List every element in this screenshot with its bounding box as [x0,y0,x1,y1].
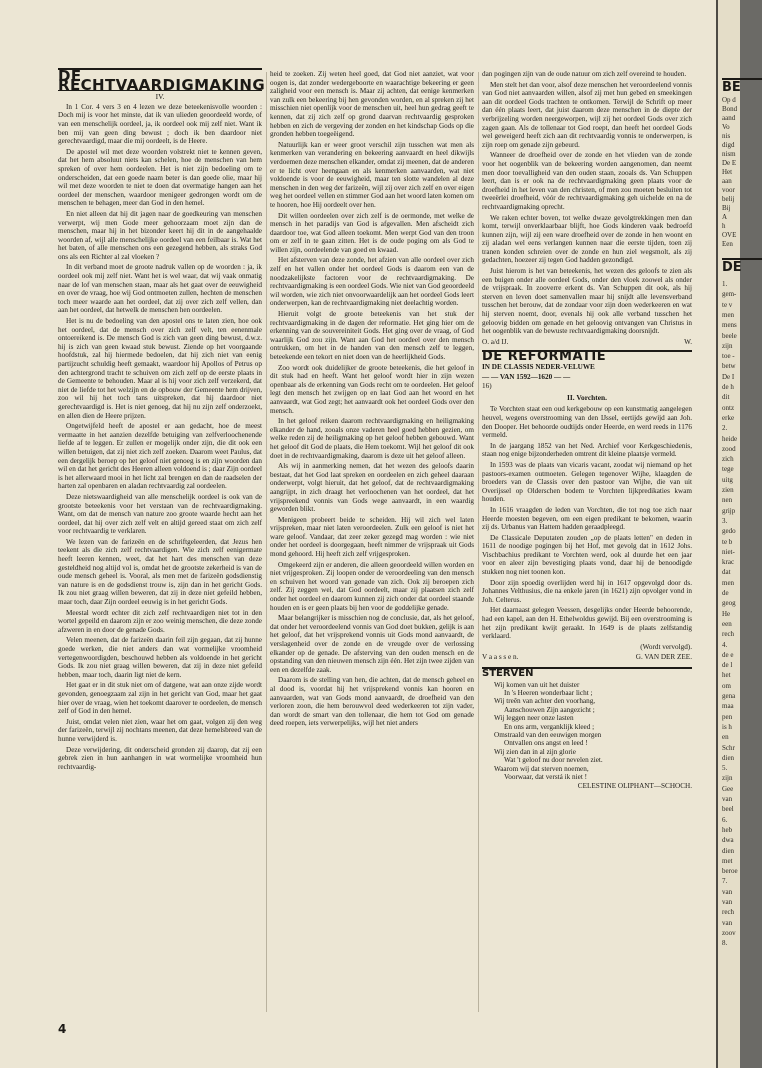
next-page-snippet: 1. [722,280,728,288]
next-page-snippet: tege [722,465,734,474]
next-page-snippet: 7. [722,877,728,886]
poem-line: In 's Heeren wonderbaar licht ; [504,689,593,697]
next-page-snippet: heb [722,825,733,834]
next-page-snippet: ontz [722,403,735,412]
poem [494,681,692,782]
next-page-snippet: te b [722,537,733,546]
next-page-snippet: de e [722,650,734,659]
next-page-snippet: zien [722,486,734,494]
next-page-snippet: rech [722,630,735,639]
next-page-snippet: zood [722,444,736,453]
next-page-snippet: Het [722,168,733,176]
paragraph: In de jaargang 1852 van het Ned. Archief voor Kerkgeschiedenis, staan nog enige bijzonderheden omtrent dit kleine plaatsje vermeld. [482,441,692,459]
next-page-snippet: 3. [722,516,728,525]
paragraph: Natuurlijk kan er weer groot verschil zijn tusschen wat men als kenmerken van verandering en bekeering aanvaardt en heel dikwijls verdoemen deze menschen elkander, omdat zij meenen, dat de anderen er te licht over heengaan en als kenmerken aanvaarden, wat niet voldoende is voor de eeuwigheid, maar ten slotte wandelen al deze menschen in den weg der farizeën, wijl zij over zich zelf en over eigen weg het oordeel vellen en stimmer God aan het woord laten komen om te hooren, hoe Hij oordeelt over hen. [270,140,474,209]
next-page-snippet: voor [722,186,735,194]
paragraph: Zoo wordt ook duidelijker de groote beteekenis, die het geloof in dit stuk had en heeft. Want het geloof wordt hier in zijn wezen openbaar als de erkenning van Gods recht om te oordeelen. Het geloof legt den mensch het zwijgen op en laat God aan het woord en het aanvaardt, wat God zegt; het aanvaardt ook het oordeel Gods over den mensch. [270,363,474,415]
next-page-snippet: Bij [722,204,731,212]
author: G. VAN DER ZEE. [635,653,692,662]
next-page-snippet: een [722,619,732,628]
column-3 [482,70,692,791]
next-page-snippet: Vo [722,123,730,131]
next-page-snippet: zijn [722,341,733,350]
paragraph: Ongetwijfeld heeft de apostel er aan gedacht, hoe de meest vermaatte in het aanzien dezelfde betuiging van zelfverloochenende liefde af te leggen. Er zullen er mogelijk onder zijn, die dit ook een willen betuigen, dat zij niet zich zelf zoeken. Daarom weet Paulus, dat een dergelijk beroep op het geloof niet genoeg is en zijn woorden dan wil en dat het gericht des Heeren alleen voldoend is ; daar Zijn oordeel is het allerwaard mooi in het licht zal brengen en dan de raadselen der harten zal openbaren en aladan rechtvaardig zal oordeelen. [58,422,262,491]
next-page-snippet: grijp [722,506,736,515]
next-page-heading: BE [722,78,762,95]
next-page-snippet: erke [722,413,735,422]
next-page-snippet: krac [722,558,735,567]
next-page-heading: DE [722,258,762,275]
poem-line: Ontvallen ons angst en leed ! [504,739,588,748]
next-page-snippet: rech [722,908,735,917]
paragraph: Daarom is de stelling van hen, die achten, dat de mensch geheel en al dood is, voordat hij het vrijsprekend vonnis kan hooren en aanvaarden, wat van Gods mond aanvaardt, de droefheid van den verloren zoon, die hem berouwvol deed wederkeeren tot zijn vader, dan wordt de smart van den tollenaar, die hem tot God om genade deed roepen, iets verwerpelijks, wijl het niet anders [270,676,474,728]
next-page-snippet: dwa [722,836,734,845]
paragraph: Omgekeerd zijn er anderen, die alleen geoordeeld willen worden en niet vrijgesproken. Zij loopen onder de veroordeeling van den mensch en schuiven het woord van genade van zich. Ook zij beroepen zich zelf. Zij zeggen wel, dat God oordeelt, maar zij plaatsen zich zelf onder het oordeel en daarom kunnen zij zich onder dat oordeel staande houden en is er geen plaats bij hen voor de goddelijke genade. [270,560,474,612]
next-page-snippet: De E [722,159,737,167]
next-page-snippet: met [722,856,733,865]
paragraph: Men stelt het dan voor, alsof deze menschen het veroordeelend vonnis van God niet aanvaarden willen, alsof zij met hun gebed en smeekingen aan dit oordeel Gods trachten te ontkomen. Terwijl de Schrift op meer dan één plaats leert, dat juist daarom deze menschen in de diepte der verbrijzeling worden neergeworpen, wijl zij het oordeel Gods over zich zagen gaan. Als de tollenaar tot God roept, dan heeft het oordeel Gods wel geweigerd heeft zich aan dit rechtvaardig vonnis te onderwerpen, is zijn roep om genade zijn gebeurd. [482,80,692,149]
poem-line: Wij zien dan in al zijn glorie [494,747,576,756]
paragraph: We lezen van de farizeën en de schriftgeleerden, dat Jezus hen teekent als die zich zelf rechtvaardigen. Wie zich zelf eenigermate heeft leeren kennen, weet, dat het hart des menschen van deze gesteldheid nog altijd vol is, omdat het de grootste zekerheid is van de oude mensch geheel is. Vooral, als men met de farizeën godsdienstig van nature is en de godsdienst trouw is, zijn dan in het gericht Gods. Ik zou niet graag willen beweren, dat zij in deze niet gefeild hebben, maar toch, daar Zijn oordeel eeuwig is in het gericht Gods. [58,537,262,607]
next-page-snippet: A [722,213,728,221]
next-page-snippet: men [722,578,735,587]
next-page-snippet: de [722,589,729,597]
next-page-edge [716,0,740,1068]
paragraph: In 1 Cor. 4 vers 3 en 4 lezen we deze beteekenisvolle woorden : Doch mij is voor het minste, dat ik van ulieden geoordeeld worde, of van een menschelijk oordeel, ja, ik oordeel ook mij zelf niet. Want ik ben mij van geen ding bewust ; doch ik ben daardoor niet gerechtvaardigd, maar die mij oordeelt, is de Heere. [58,102,262,146]
reformatie-number: 16) [482,382,492,391]
paragraph: Deze nietswaardigheid van alle menschelijk oordeel is ook van de grootste beteekenis voor het verstaan van de rechtvaardigmaking. Want, om dat de mensch van nature zoo groote waarde hecht aan het oordeel, dat hij over zich zelf velt en altijd gereed staat om zich zelf voor rechtvaardig te verklaren. [58,492,262,536]
next-page-snippet: geog [722,599,736,608]
poem-line: Wat 't geloof nu door nevelen ziet. [504,756,603,765]
next-page-snippet: betw [722,362,736,371]
next-page-snippet: gem- [722,290,737,299]
next-page-snippet: is h [722,722,732,731]
next-page-snippet: dit [722,393,730,402]
next-page-snippet: dien [722,753,735,762]
paragraph: In dit verband moet de groote nadruk vallen op de woorden : ja, ik oordeel ook mij zelf niet. Want het is wel waar, dat wij vaak onmatig naar de lof van menschen staan, maar als het gaat over de eeuwigheid en over de vraag, hoe wij God ontmoeten zullen, hechten de menschen toch meer waarde aan het oordeel, dat zij over zich zelf vellen, dan aan het oordeel, dat hetwelk de menschen hen oordeelen. [58,263,262,315]
next-page-snippet: de h [722,383,734,391]
paragraph: Het is nu de bedoeling van den apostel ons te laten zien, hoe ook het oordeel, dat de mensch over zich zelf velt, ten eenenmale ontoereikend is. De mensch God is zich van geen ding bewust, d.w.z. hij is zich van geen kwaad stuk bewust. Ziende op het voorgaande hoofdstuk, zal hij hiermede bedoelen, dat hij zich niet van eenig partijzucht schuldig heeft gemaakt, waardoor hij Apollos of Petrus op den achtergrond tracht te schuiven om zich zelf op de eerste plaats in de Gemeente te behouden. Maar al is hij voor zich zelf verzekerd, dat niet de liefde tot het welzijn en de opbouw der Gemeente hem drijven, zoo wil hij het toch tans uitspreken, dat hij daardoor niet gerechtvaardigd is. Het is niet genoeg, dat hij nu zijn zelf onderzoekt, en allen dien de Heere prijzen. [58,317,262,420]
next-page-snippet: om [722,681,731,690]
paragraph: In 1616 vraagden de leden van Vorchten, die tot nog toe zich naar Heerde moesten begeven, om een eigen predikant te bekomen, waarin zij ds. Urbanus van Hattem hadden geraadpleegd. [482,505,692,532]
poem-line: Omstraald van den eeuwigen morgen [494,731,602,740]
column-1 [58,67,266,773]
paragraph: Hieruit volgt de groote beteekenis van het stuk der rechtvaardigmaking in de dagen der reformatie. Het ging hier om de erkenning van de souvereiniteit Gods. Het ging over de vraag, of God waarlijk God zou zijn. Want aan God het oordeel over den mensch ontrukken, om het in de handen van den mensch zelf te leggen, beteekende een tekort en niet doen van de heerlijkheid Gods. [270,310,474,361]
next-page-snippet: digd [722,141,735,149]
next-page-snippet: van [722,887,733,896]
paragraph: Door zijn spoedig overlijden werd hij in 1617 opgevolgd door ds. Johannes Velthusius, die na enkele jaren (in 1621) zijn opvolger vond in Joh. Celterus. [482,578,692,604]
next-page-snippet: zoov [722,928,736,937]
next-page-snippet: 6. [722,815,728,824]
next-page-snippet: h [722,222,726,230]
next-page-snippet: niet- [722,547,735,556]
next-page-snippet: De I [722,372,735,381]
continued-note: (Wordt vervolgd). [640,642,692,651]
article-signature [482,338,692,347]
reformatie-title: DE REFORMATIE [482,350,692,362]
next-page-snippet: men [722,310,735,319]
paragraph: Te Vorchten staat een oud kerkgebouw op een kunstmatig aangelegen heuvel, wegens overstrooming van den IJssel, eertijds gewijd aan Joh. den Dooper. Het behoorde oudtijds onder Heerde, en werd reeds in 1176 vermeld. [482,405,692,440]
place: V a a s s e n. [482,653,519,662]
paragraph: Menigeen probeert beide te scheiden. Hij wil zich wel laten vrijspreken, maar niet laten veroordeelen. Zulk een geloof is niet het ware geloof. Vandaar, dat zeer zeker gezegd mag worden : wie niet onder het oordeel is doorgegaan, heeft nimmer de vrijspraak uit Gods mond gehoord. Hij heeft zich zelf vrijgesproken. [270,515,474,559]
paragraph: Maar belangrijker is misschien nog de conclusie, dat, als het geloof, dat onder het veroordeelend vonnis van God doet bukken, gelijk is aan het geloof, dat het vrijsprekend vonnis uit Gods mond aanvaardt, de verslagenheid over de zonde en de vreugde over de verlossing elkander op de genade. De afsterving van den ouden mensch en de opstanding van den nieuwen mensch zijn één. Het zijn twee zijden van een en dezelfde zaak. [270,614,474,674]
next-page-snippet: dat [722,568,731,577]
next-page-snippet: van [722,898,733,906]
paragraph: In 1593 was de plaats van vicaris vacant, zoodat wij niemand op het pastoors-examen outmoeten. Gelegen tegenover Wijhe, klaagden de broeders van de Classis over den pastoor van Wijhe, die van uit Overijssel op Olderschen bodem te Vorchten lijkpredikaties kwam houden. [482,460,692,504]
paragraph: Het gaat er in dit stuk niet om of datgene, wat aan onze zijde wordt gevonden, genoegzaam zal zijn in het gericht van God, maar het gaat hier over de vraag, wien het toekomt daarover te oordeelen, de mensch zelf of God in den hemel. [58,681,262,716]
signature-right: W. [684,337,692,346]
next-page-snippet: Bond [722,105,738,113]
paragraph: Deze verwijdering, dit onderscheid gronden zij daarop, dat zij een gebrek zien in hun aanhangen in wat wormelijke vroomheid hun rechtvaardig- [58,745,262,771]
next-page-snippet: beel [722,805,734,814]
next-page-snippet: nism [722,150,736,158]
next-page-snippet: beele [722,331,737,340]
next-page-snippet: de l [722,661,733,670]
paragraph: Velen meenen, dat de farizeën daarin feil zijn gegaan, dat zij hunne goede werken, die niet anders dan wat vormelijke vroomheid vertegenwoordigden, beschouwd hebben als voldoende in het gericht Gods. Ik zou niet graag willen beweren, dat zij in deze niet gefeild hebben, maar toch, daarin ligt niet de kern. [58,636,262,679]
next-page-snippet: nen [722,496,733,505]
paragraph: De Classicale Deputaten zouden „op de plaats letten" en deden in 1611 de noodige pogingen bij het Hof, met gevolg dat in 1612 Johs. Vischbachius predikant te Vorchten werd, ook al duurde het een jaar voor en aleer zijn bevestiging plaats vond, daar hij de benoodigde stukken nog niet toonen kon. [482,533,692,577]
next-page-snippet: van [722,918,733,927]
next-page-snippet: het [722,671,731,680]
paragraph: In het geloof reiken daarom rechtvaardigmaking en heiligmaking elkander de hand, zooals onze vaderen heel goed hebben gezien, om welke reden zij de heiligmaking op het geloof hebben gebouwd. Want het geloof dit God de plaats, die Hem toekomt. Wijl het geloof dit ook doet in de rechtvaardigmaking, daarom is deze uit het geloof alleen. [270,417,474,460]
next-page-snippet: toe - [722,352,735,361]
paragraph: Het afsterven van deze zonde, het afzien van alle oordeel over zich zelf en het vallen onder het oordeel Gods is daarom een van de noodzakelijkste factoren voor de rechtvaardigmaking. De rechtvaardigmaking is een oordeel Gods. Wie niet van God geoordeeld wil worden, wie zich niet onvoorwaardelijk aan het oordeel Gods leert onderwerpen, kan de rechtvaardigmaking niet deelachtig worden. [270,256,474,308]
poem-title: STERVEN [482,667,692,679]
next-page-snippet: dien [722,846,735,855]
next-page-snippet: 4. [722,640,728,649]
poem-line: Voorwaar, dat verstá ik niet ! [504,773,588,782]
next-page-snippet: OVE [722,231,737,239]
paragraph: Juist hierom is het van beteekenis, het wezen des geloofs te zien als een buigen onder alle oordeel Gods, onder den vloek zoowel als onder de vrijspraak. In zooverre erkent ds. Van Schuppen dit ook, als hij sterven en leven doet samenvallen maar hij snijdt alle levensverband tusschen het berouw, dat de zondaar voor zijn doen wederkeeren en wat hij sterven noemt, door, evenals hij ook alle verband tusschen het geloovig bidden om genade en het geloovig ontvangen van Christus in het oogenblik van de bewuste rechtvaardigmaking doorsnijdt. [482,267,692,336]
next-page-snippet: en [722,733,729,742]
article-part: IV. [155,92,165,102]
paragraph: dan pogingen zijn van de oude natuur om zich zelf overeind te houden. [482,70,687,78]
reformatie-signature [482,653,692,662]
poem-line: Waarom wij dat sterven noemen, [494,764,589,773]
paragraph: Het daarnaast gelegen Veessen, desgelijks onder Heerde behoorende, had een kapel, aan den H. Ethelwoldus gewijd. Bij een overstrooming is het zijn predikant kwijt geraakt. In 1649 is de plaats zelfstandig verklaard. [482,606,692,641]
next-page-snippet: He [722,609,731,618]
next-page-snippet: zich [722,455,734,464]
next-page-snippet: 8. [722,939,728,948]
paragraph: Als wij in aanmerking nemen, dat het wezen des geloofs daarin bestaat, dat het God laat spreken en oordeelen en zich geheel daaraan onderwerpt, volgt hieruit, dat het geloof, dat de rechtvaardigmaking aangrijpt, in zich draagt het verloochenen van het oordeel, dat het vrijspreekend vonnis van Gods wege aanvaardt, in een waardig geworden blikt. [270,462,474,514]
paragraph: heid te zoeken. Zij weten heel goed, dat God niet aanziet, wat voor oogen is, dat zonder wedergeboorte en waarachtige bekeering er geen zaligheid voor een mensch is. Maar zij achten, dat eenige kenmerken van zulk een bekeering bij hen gevonden worden, en al spreken zij het misschien niet openlijk voor de menschen uit, heel hun gedrag geeft te kennen, dat zij zich zelf op grond daarvan rechtvaardig gesproken hebben en zich de vergeving der zonden en het kindschap Gods op die gronden hebben toegeëigend. [270,70,474,139]
paragraph: We raken echter boven, tot welke dwaze gevolgtrekkingen men dan komt, terwijl onverklaarbaar blijft, hoe Gods kinderen vaak bedroefd kunnen zijn, wijl zij een ware droefheid over de zonde in hen woont en zij aladan wel eens verlangen kunnen naar die eerste tijden, toen zij tranen konden schreien over de zonde en hun ziel wegsmolt, als zij gedachten, hoezeer zij tegen God hadden gezondigd. [482,213,692,265]
next-page-snippet: 5. [722,764,728,773]
poem-author: CELESTINE OLIPHANT—SCHOCH. [577,782,692,791]
reformatie-subtitle: IN DE CLASSIS NEDER-VELUWE [482,363,595,371]
poem-line: Aanschouwen Zijn aangezicht ; [504,705,595,714]
poem-line: En ons arm, verganklijk kleed ; [504,722,595,731]
paragraph: En niet alleen dat hij dit jagen naar de goedkeuring van menschen verwerpt, wij men Gode meer gehoorzaam moet zijn dan de menschen, maar hij in het bizonder keert hij dit in de aangehaalde woorden af, wijl alle menschelijke oordeel van een feilbaar is. Wat het het baten, of alle menschen ons een gezegend hebben, als straks God ons als een Richter al zal vloeken ? [58,209,262,261]
paragraph: Juist, omdat velen niet zien, waar het om gaat, volgen zij den weg der farizeën, terwijl zij nochtans meenen, dat deze hemelsbreed van de hunne verwijderd is. [58,717,262,743]
next-page-snippet: beroe [722,867,738,876]
next-page-snippet: van [722,795,733,803]
next-page-snippet: Schr [722,743,735,752]
reformatie-dates: — — VAN 1592—1620 — — [482,372,571,381]
next-page-snippet: pen [722,712,733,721]
reformatie-section: II. Vorchten. [567,392,607,402]
next-page-snippet: Op d [722,96,736,104]
next-page-snippet: gena [722,692,736,700]
next-page-snippet: maa [722,702,734,711]
next-page-snippet: aan [722,177,732,185]
article-title: DE RECHTVAARDIGMAKING [58,67,266,94]
next-page-snippet: Een [722,240,733,248]
next-page-snippet: heide [722,434,738,443]
poem-line: Wij treên van achter den voorhang, [494,697,596,706]
poem-line: Wij leggen neer onze lasten [494,714,574,723]
paragraph: Dit willen oordeelen over zich zelf is de oermonde, met welke de mensch in het paradijs van God is afgevallen. Men afscheidt zich daardoor toe, wat God alleen toekomt. Men werpt God van den troon om er zelf in te gaan zitten. Het is de oude poging om als God te willen zijn, oordeelende van goed en kwaad. [270,211,474,254]
column-rule [478,72,479,1012]
next-page-snippet: Gee [722,784,734,793]
next-page-snippet: te v [722,300,733,309]
next-page-snippet: uitg [722,475,733,484]
next-page-snippet: zijn [722,774,733,783]
next-page-snippet: nis [722,132,731,140]
column-rule [266,72,267,1012]
page-number: 4 [58,1022,67,1036]
column-2 [270,70,474,730]
paragraph: Wanneer de droefheid over de zonde en het vlieden van de zonde voor het oogenblik van de bekeering worden aangenomen, dan neemt men door toevalligheid van den ouden staan, zooals ds. Van Schuppen leert, dan is er ook na de rechtvaardigmaking geen plaats voor de droefheid in het leven van den christen, of men zou moeten besluiten tot tweeërlei droefheid, vóór de rechtvaardigmaking geh uichelde en na de rechtvaardigmaking oprecht. [482,151,692,211]
signature-left: O. a/d IJ. [482,337,509,346]
poem-line: Wij komen van uit het duister [494,680,580,689]
paragraph: Meestal wordt echter dit zich zelf rechtvaardigen niet tot in den wortel gepeild en daarom zijn er zoo weinig menschen, die deze zonde afzweren in en door de genade Gods. [58,608,262,634]
next-page-snippet: belij [722,195,735,203]
next-page-snippet: gedo [722,527,736,536]
next-page-snippet: mens [722,321,737,330]
paragraph: De apostel wil met deze woorden volstrekt niet te kennen geven, dat het hem absoluut niets kan schelen, hoe de menschen van hem spreken of over hem oordeelen. Het is niet zijn bedoeling om te onderscheiden, dat een goede naam beter is dan goede olie, maar hij wil met deze woorden te niet te doen dat overmatige hangen aan het oordeel der menschen, waardoor menigeer gedrongen wordt om de menschen te behagen, meer dan God in den hemel. [58,147,262,208]
next-page-snippet: aand [722,114,736,122]
next-page-snippet: 2. [722,424,728,433]
